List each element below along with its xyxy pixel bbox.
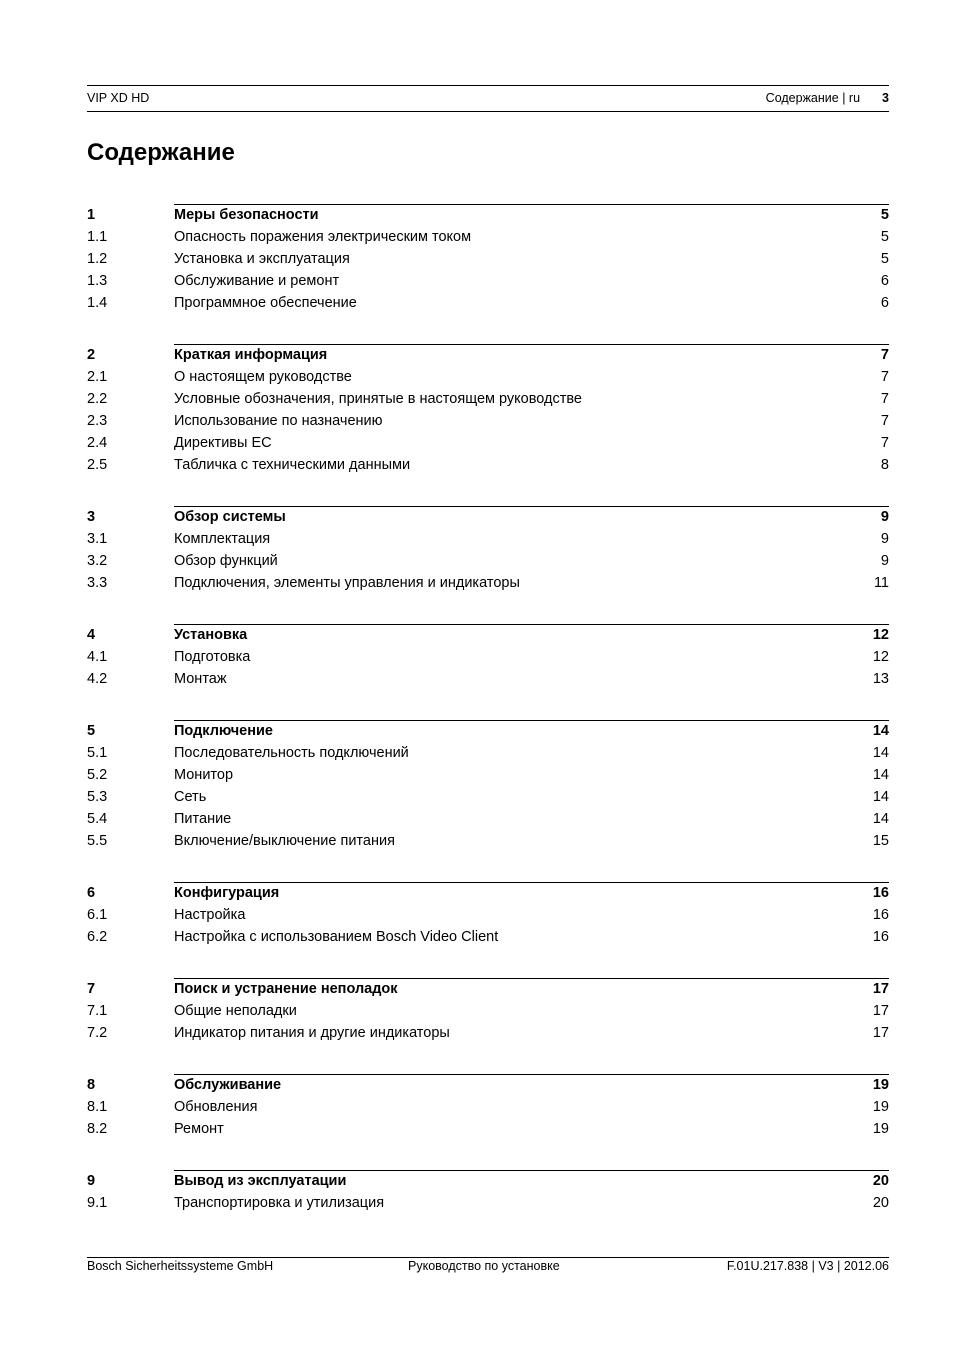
page-footer <box>87 1257 889 1277</box>
entry-number: 2.2 <box>87 391 108 407</box>
toc-section-entry[interactable] <box>87 926 889 948</box>
entry-page-number: 9 <box>880 553 889 569</box>
entry-number: 4.2 <box>87 671 108 687</box>
entry-title: Обслуживание и ремонт <box>174 273 340 289</box>
entry-title: Вывод из эксплуатации <box>174 1173 347 1189</box>
toc-section-entry[interactable] <box>87 270 889 292</box>
entry-page-number: 17 <box>872 1025 889 1041</box>
entry-title: Меры безопасности <box>174 207 319 223</box>
entry-page-number: 7 <box>880 369 889 385</box>
entry-page-number: 19 <box>872 1099 889 1115</box>
table-of-contents <box>87 204 889 1214</box>
toc-chapter-entry[interactable] <box>87 978 889 1000</box>
entry-title: Последовательность подключений <box>174 745 409 761</box>
toc-chapter-entry[interactable] <box>87 1170 889 1192</box>
toc-section-entry[interactable] <box>87 764 889 786</box>
entry-title: Обзор функций <box>174 553 278 569</box>
footer-document-type: Руководство по установке <box>408 1259 560 1273</box>
toc-section-entry[interactable] <box>87 786 889 808</box>
entry-title: Установка и эксплуатация <box>174 251 350 267</box>
header-page-number: 3 <box>882 91 889 105</box>
entry-title: Подключение <box>174 723 273 739</box>
entry-number: 5.1 <box>87 745 108 761</box>
entry-number: 4.1 <box>87 649 108 665</box>
toc-chapter-entry[interactable] <box>87 624 889 646</box>
entry-title: Индикатор питания и другие индикаторы <box>174 1025 450 1041</box>
entry-title: Общие неполадки <box>174 1003 297 1019</box>
entry-number: 7.2 <box>87 1025 108 1041</box>
entry-number: 2 <box>87 347 96 363</box>
entry-title: Настройка с использованием Bosch Video Client <box>174 929 499 945</box>
entry-title: Поиск и устранение неполадок <box>174 981 398 997</box>
entry-title: Обновления <box>174 1099 258 1115</box>
entry-page-number: 7 <box>880 347 889 363</box>
toc-chapter <box>87 882 889 948</box>
entry-number: 9.1 <box>87 1195 108 1211</box>
entry-number: 8.1 <box>87 1099 108 1115</box>
toc-chapter <box>87 720 889 852</box>
entry-title: Табличка с техническими данными <box>174 457 411 473</box>
entry-title: О настоящем руководстве <box>174 369 352 385</box>
entry-number: 3.3 <box>87 575 108 591</box>
entry-number: 1.1 <box>87 229 108 245</box>
header-section-label: Содержание | ru <box>765 91 861 105</box>
toc-section-entry[interactable] <box>87 1022 889 1044</box>
entry-title: Директивы ЕС <box>174 435 272 451</box>
entry-number: 6.2 <box>87 929 108 945</box>
page-title: Содержание <box>87 139 235 166</box>
entry-page-number: 16 <box>872 929 889 945</box>
entry-number: 5.2 <box>87 767 108 783</box>
toc-section-entry[interactable] <box>87 388 889 410</box>
entry-page-number: 6 <box>880 295 889 311</box>
entry-page-number: 9 <box>880 509 889 525</box>
toc-section-entry[interactable] <box>87 572 889 594</box>
entry-page-number: 17 <box>872 981 889 997</box>
toc-section-entry[interactable] <box>87 454 889 476</box>
entry-page-number: 14 <box>872 789 889 805</box>
entry-title: Включение/выключение питания <box>174 833 395 849</box>
entry-page-number: 7 <box>880 435 889 451</box>
entry-title: Программное обеспечение <box>174 295 357 311</box>
toc-chapter-entry[interactable] <box>87 204 889 226</box>
toc-chapter <box>87 978 889 1044</box>
entry-page-number: 20 <box>872 1195 889 1211</box>
footer-company: Bosch Sicherheitssysteme GmbH <box>87 1259 274 1273</box>
entry-title: Настройка <box>174 907 246 923</box>
entry-title: Установка <box>174 627 248 643</box>
entry-page-number: 19 <box>872 1077 889 1093</box>
entry-page-number: 5 <box>880 229 889 245</box>
entry-title: Комплектация <box>174 531 271 547</box>
entry-title: Транспортировка и утилизация <box>174 1195 385 1211</box>
toc-chapter-entry[interactable] <box>87 882 889 904</box>
entry-page-number: 7 <box>880 391 889 407</box>
entry-number: 3.1 <box>87 531 108 547</box>
entry-number: 3 <box>87 509 96 525</box>
entry-number: 2.3 <box>87 413 108 429</box>
entry-page-number: 15 <box>872 833 889 849</box>
header-section <box>766 91 889 105</box>
entry-number: 5.4 <box>87 811 108 827</box>
entry-page-number: 16 <box>872 907 889 923</box>
toc-section-entry[interactable] <box>87 550 889 572</box>
entry-title: Обзор системы <box>174 509 286 525</box>
toc-chapter <box>87 1170 889 1214</box>
entry-number: 5.3 <box>87 789 108 805</box>
toc-chapter-entry[interactable] <box>87 344 889 366</box>
entry-number: 7 <box>87 981 96 997</box>
entry-page-number: 14 <box>872 723 889 739</box>
entry-number: 7.1 <box>87 1003 108 1019</box>
toc-section-entry[interactable] <box>87 1096 889 1118</box>
entry-number: 1.3 <box>87 273 108 289</box>
entry-number: 9 <box>87 1173 96 1189</box>
entry-number: 1.2 <box>87 251 108 267</box>
toc-chapter <box>87 1074 889 1140</box>
entry-title: Монтаж <box>174 671 227 687</box>
toc-chapter <box>87 624 889 690</box>
entry-number: 2.4 <box>87 435 108 451</box>
entry-title: Подготовка <box>174 649 251 665</box>
entry-page-number: 20 <box>872 1173 889 1189</box>
entry-page-number: 11 <box>873 575 889 591</box>
toc-chapter-entry[interactable] <box>87 1074 889 1096</box>
toc-section-entry[interactable] <box>87 668 889 690</box>
footer-document-id: F.01U.217.838 | V3 | 2012.06 <box>726 1259 889 1273</box>
toc-section-entry[interactable] <box>87 742 889 764</box>
toc-section-entry[interactable] <box>87 830 889 852</box>
toc-chapter-entry[interactable] <box>87 506 889 528</box>
entry-number: 8.2 <box>87 1121 108 1137</box>
entry-title: Краткая информация <box>174 347 328 363</box>
toc-section-entry[interactable] <box>87 904 889 926</box>
entry-page-number: 12 <box>872 649 889 665</box>
toc-section-entry[interactable] <box>87 1118 889 1140</box>
toc-section-entry[interactable] <box>87 808 889 830</box>
entry-title: Условные обозначения, принятые в настоящем руководстве <box>174 391 582 407</box>
toc-section-entry[interactable] <box>87 646 889 668</box>
toc-chapter-entry[interactable] <box>87 720 889 742</box>
entry-number: 1.4 <box>87 295 108 311</box>
entry-page-number: 5 <box>880 207 889 223</box>
entry-page-number: 14 <box>872 767 889 783</box>
entry-title: Монитор <box>174 767 234 783</box>
toc-section-entry[interactable] <box>87 366 889 388</box>
entry-page-number: 5 <box>880 251 889 267</box>
toc-section-entry[interactable] <box>87 292 889 314</box>
entry-page-number: 19 <box>872 1121 889 1137</box>
toc-section-entry[interactable] <box>87 1192 889 1214</box>
entry-number: 2.1 <box>87 369 108 385</box>
entry-page-number: 6 <box>880 273 889 289</box>
entry-title: Опасность поражения электрическим током <box>174 229 472 245</box>
entry-number: 6 <box>87 885 96 901</box>
entry-number: 3.2 <box>87 553 108 569</box>
toc-section-entry[interactable] <box>87 226 889 248</box>
toc-section-entry[interactable] <box>87 248 889 270</box>
entry-page-number: 12 <box>872 627 889 643</box>
entry-page-number: 8 <box>880 457 889 473</box>
entry-page-number: 14 <box>872 811 889 827</box>
entry-number: 8 <box>87 1077 96 1093</box>
entry-title: Обслуживание <box>174 1077 282 1093</box>
toc-section-entry[interactable] <box>87 528 889 550</box>
entry-page-number: 14 <box>872 745 889 761</box>
entry-page-number: 7 <box>880 413 889 429</box>
page-header <box>87 85 889 112</box>
entry-title: Подключения, элементы управления и индикаторы <box>174 575 520 591</box>
entry-number: 5 <box>87 723 96 739</box>
header-product-name: VIP XD HD <box>87 91 150 105</box>
toc-chapter <box>87 344 889 476</box>
entry-page-number: 9 <box>880 531 889 547</box>
entry-page-number: 13 <box>872 671 889 687</box>
entry-number: 5.5 <box>87 833 108 849</box>
toc-section-entry[interactable] <box>87 1000 889 1022</box>
toc-section-entry[interactable] <box>87 410 889 432</box>
toc-chapter <box>87 506 889 594</box>
toc-section-entry[interactable] <box>87 432 889 454</box>
toc-chapter <box>87 204 889 314</box>
entry-number: 2.5 <box>87 457 108 473</box>
entry-number: 6.1 <box>87 907 108 923</box>
entry-page-number: 16 <box>872 885 889 901</box>
entry-number: 1 <box>87 207 96 223</box>
entry-title: Сеть <box>174 789 207 805</box>
entry-page-number: 17 <box>872 1003 889 1019</box>
entry-number: 4 <box>87 627 96 643</box>
entry-title: Конфигурация <box>174 885 280 901</box>
entry-title: Питание <box>174 811 232 827</box>
entry-title: Ремонт <box>174 1121 224 1137</box>
entry-title: Использование по назначению <box>174 413 383 429</box>
